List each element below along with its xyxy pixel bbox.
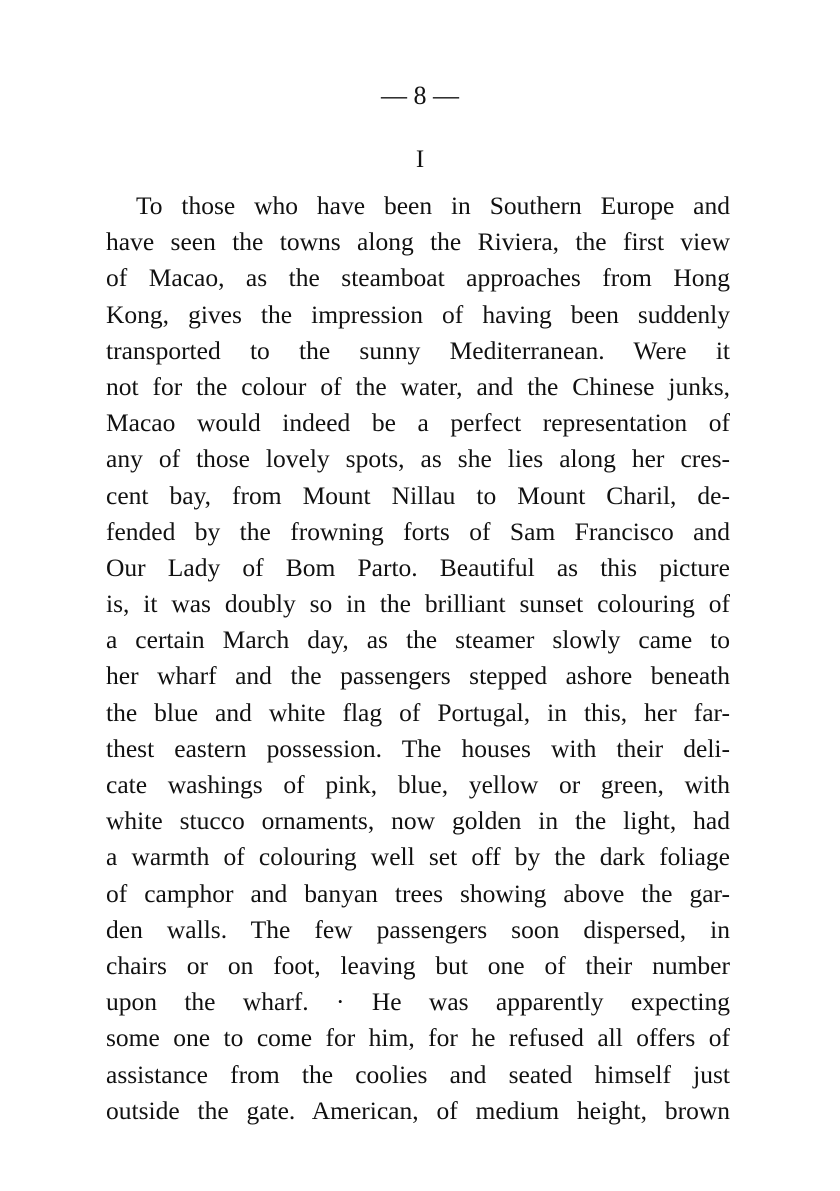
text-line: a certain March day, as the steamer slowly came to — [106, 625, 730, 655]
text-line: upon the wharf. · He was apparently expecting — [106, 987, 730, 1017]
text-line: white stucco ornaments, now golden in the light, had — [106, 806, 730, 836]
text-line: of Macao, as the steamboat approaches from Hong — [106, 263, 730, 293]
text-line: the blue and white flag of Portugal, in this, her far- — [106, 697, 730, 727]
text-line: transported to the sunny Mediterranean. Were it — [106, 335, 730, 365]
text-line: her wharf and the passengers stepped ashore beneath — [106, 661, 730, 691]
text-line: den walls. The few passengers soon dispersed, in — [106, 914, 730, 944]
text-line: Kong, gives the impression of having been suddenly — [106, 299, 730, 329]
text-line: of camphor and banyan trees showing above the gar- — [106, 878, 730, 908]
text-line: some one to come for him, for he refused all offers of — [106, 1023, 730, 1053]
text-line: outside the gate. American, of medium height, brown — [106, 1095, 730, 1125]
text-line: a warmth of colouring well set off by the dark foliage — [106, 842, 730, 872]
text-line: Macao would indeed be a perfect representation of — [106, 408, 730, 438]
text-line: cate washings of pink, blue, yellow or green, with — [106, 770, 730, 799]
text-line: not for the colour of the water, and the Chinese junks, — [106, 371, 730, 401]
text-line: assistance from the coolies and seated himself just — [106, 1059, 730, 1089]
body-text — [106, 188, 730, 1129]
text-line: cent bay, from Mount Nillau to Mount Charil, de- — [106, 480, 730, 510]
text-line: thest eastern possession. The houses with their deli- — [106, 733, 730, 763]
text-line: is, it was doubly so in the brilliant sunset colouring of — [106, 589, 730, 619]
text-line: fended by the frowning forts of Sam Francisco and — [106, 516, 730, 546]
text-line: have seen the towns along the Riviera, the first view — [106, 227, 730, 257]
text-line: any of those lovely spots, as she lies along her cres- — [106, 444, 730, 474]
page-number: — 8 — — [381, 81, 459, 110]
text-line: chairs or on foot, leaving but one of their number — [106, 950, 730, 980]
chapter-heading: I — [415, 146, 425, 173]
text-line: Our Lady of Bom Parto. Beautiful as this picture — [106, 552, 730, 582]
text-line: To those who have been in Southern Europe and — [136, 191, 730, 220]
